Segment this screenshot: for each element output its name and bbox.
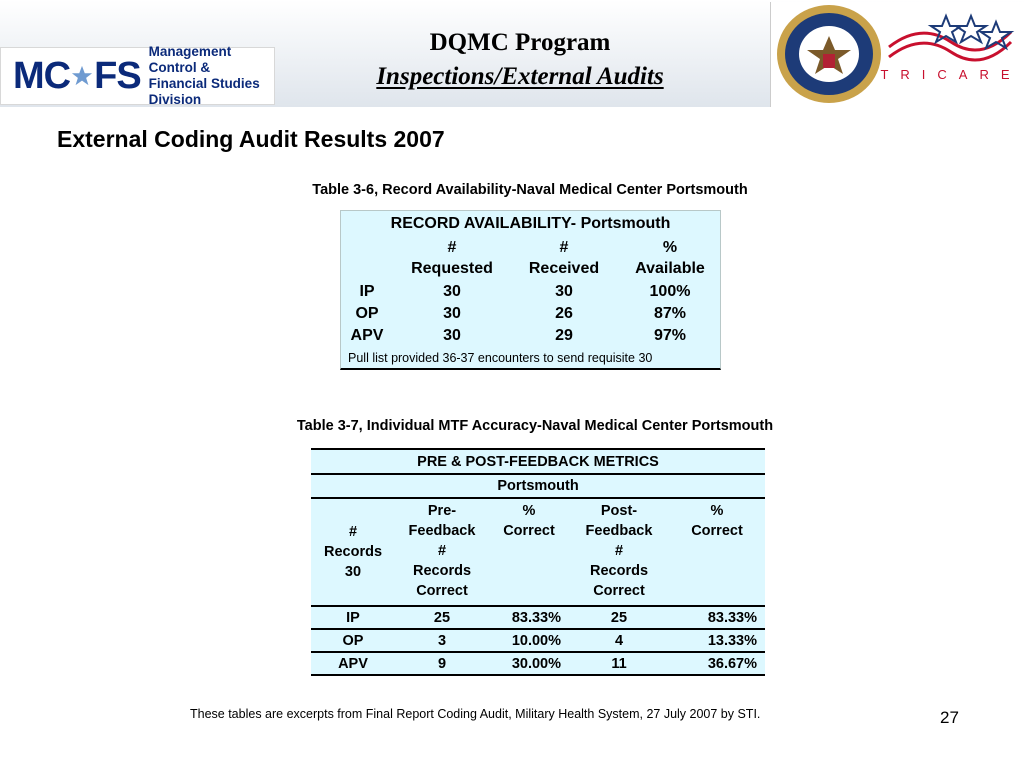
department-of-defense-seal-icon [777,5,881,103]
table1-note: Pull list provided 36-37 encounters to send requisite 30 [348,351,653,365]
table1-cell: APV [350,327,384,344]
page-number: 27 [940,708,959,727]
table2-cell: IP [311,606,395,629]
table2-subtitle-row [311,474,765,498]
mcfs-logo [0,44,275,107]
header-line: # [348,524,358,540]
table1-caption: Table 3-6, Record Availability-Naval Medical Center Portsmouth [312,182,748,198]
header-line: Correct [593,583,645,599]
table2-header-records [311,498,395,606]
table2-cell: 30.00% [489,652,569,675]
table2-header-pct-correct-post [669,498,765,606]
table1-header-cell: # [447,239,457,256]
footnote: These tables are excerpts from Final Report Coding Audit, Military Health System, 27 July 2007 by STI. [190,707,761,721]
tricare-logo [770,2,1024,107]
table1-header-cell: Requested [411,260,493,277]
header-line: % [710,503,724,519]
table2-cell: 83.33% [669,606,765,629]
table1-header-cell: Available [635,260,705,277]
table2-title: PRE & POST-FEEDBACK METRICS [311,449,765,474]
star-icon [71,65,93,87]
mcfs-mark-left: MC [13,54,71,97]
table1-cell: 30 [443,327,461,344]
table2-cell: 36.67% [669,652,765,675]
header-line: Correct [416,583,468,599]
header-line: # [614,543,624,559]
header-line: Correct [503,523,555,539]
table1-cell: 97% [653,327,687,344]
header-line: Feedback [408,523,476,539]
table2-cell: 83.33% [489,606,569,629]
table-row [311,652,765,675]
table2-subtitle: Portsmouth [311,474,765,498]
slide-title-line2: Inspections/External Audits [376,63,664,90]
table2-header-pre-feedback [395,498,489,606]
table-row [311,629,765,652]
table2-cell: 25 [569,606,669,629]
table1-cell: IP [359,283,375,300]
header-line: Pre- [427,503,457,519]
section-heading: External Coding Audit Results 2007 [57,126,445,152]
header-line: Records [323,544,383,560]
table-row [311,606,765,629]
tricare-swoosh-icon [889,16,1011,60]
table2-header-post-feedback [569,498,669,606]
table2-cell: 9 [395,652,489,675]
mcfs-wordmark [13,55,141,98]
table1-cell: 29 [555,327,573,344]
table1-cell: 30 [555,283,573,300]
header-line: 30 [344,564,362,580]
table1-header-cell: % [662,239,678,256]
table1-header-cell: # [559,239,569,256]
header-line: Correct [691,523,743,539]
mcfs-line2: Financial Studies Division [148,76,260,107]
mcfs-division-name [149,44,274,108]
table1-cell: 87% [653,305,687,322]
table2-cell: APV [311,652,395,675]
table2-cell: OP [311,629,395,652]
table2-header-pct-correct-pre [489,498,569,606]
table2-cell: 25 [395,606,489,629]
mcfs-line1: Management Control & [148,44,232,75]
slide-title [300,26,740,94]
table1-cell: 30 [443,283,461,300]
mcfs-mark-right: FS [94,54,141,97]
header-line: # [437,543,447,559]
table1-cell: OP [355,305,379,322]
header-line: % [522,503,536,519]
table2-cell: 13.33% [669,629,765,652]
header-line: Feedback [585,523,653,539]
table2-caption: Table 3-7, Individual MTF Accuracy-Naval Medical Center Portsmouth [296,418,774,434]
table2-cell: 4 [569,629,669,652]
table1-header-cell: Received [528,260,600,277]
header-line: Records [412,563,472,579]
table2-title-row [311,449,765,474]
tricare-wordmark: TRICARE [880,67,1022,82]
table2-cell: 11 [569,652,669,675]
table1-cell: 100% [649,283,691,300]
table2-cell: 10.00% [489,629,569,652]
table1-cell: 30 [443,305,461,322]
mtf-accuracy-table [311,448,765,676]
table1-title: RECORD AVAILABILITY- Portsmouth [390,215,671,232]
table1-cell: 26 [555,305,573,322]
slide-title-line1: DQMC Program [429,29,611,56]
record-availability-table [340,210,721,370]
header-line: Post- [600,503,638,519]
table2-header-row [311,498,765,606]
table2-cell: 3 [395,629,489,652]
header-line: Records [589,563,649,579]
